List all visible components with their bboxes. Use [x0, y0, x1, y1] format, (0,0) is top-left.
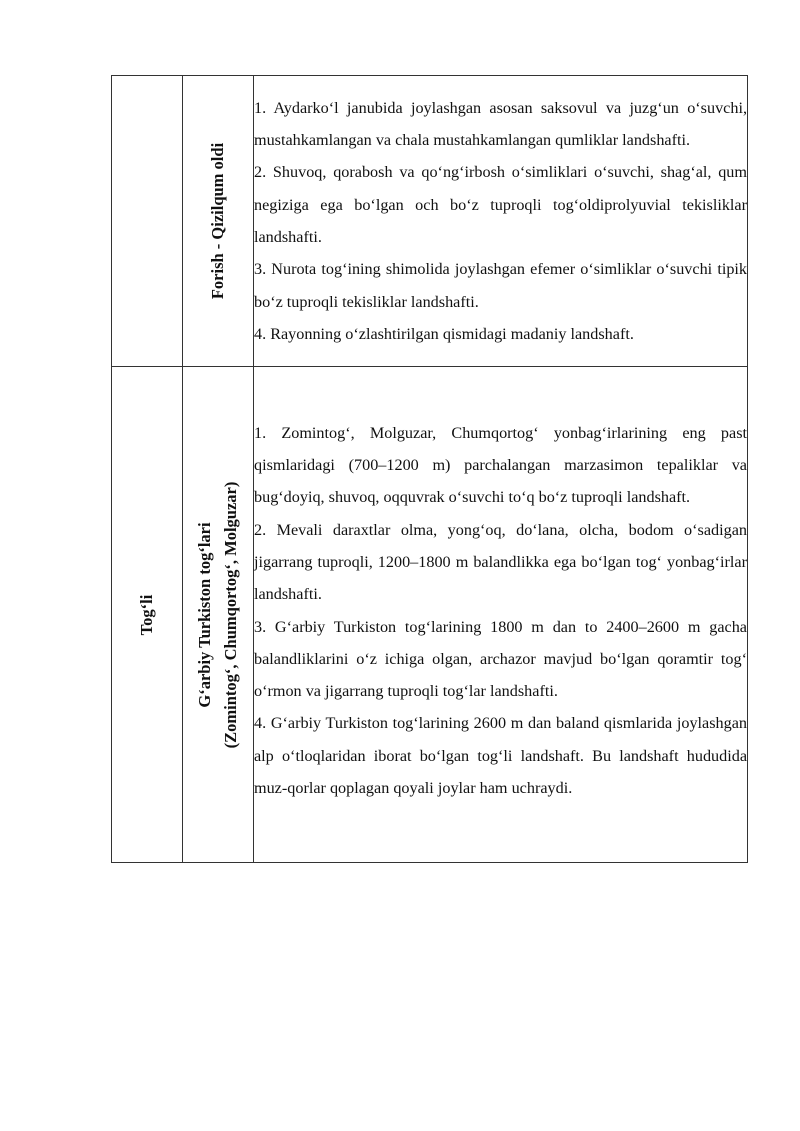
- landscape-item: 4. G‘arbiy Turkiston tog‘larining 2600 m dan baland qismlarida joylashgan alp o‘tloqlaridan iborat bo‘lgan tog‘li landshaft. Bu landshaft hududida muz-qorlar qoplagan qoyali joylar ham uchraydi.: [254, 714, 747, 797]
- subregion-label: [205, 143, 231, 299]
- landscape-item: 2. Shuvoq, qorabosh va qo‘ng‘irbosh o‘simliklari o‘suvchi, shag‘al, qum negiziga ega bo‘lgan och bo‘z tuproqli tog‘oldiprolyuvial tekisliklar landshafti.: [254, 163, 747, 246]
- region-cell: [112, 367, 183, 863]
- landscape-table: [111, 75, 748, 863]
- subregion-cell: [183, 367, 254, 863]
- landscape-item: 1. Zomintog‘, Molguzar, Chumqortog‘ yonbag‘irlarining eng past qismlaridagi (700–1200 m) parchalangan marzasimon tepaliklar va bug‘doyiq, shuvoq, oqquvrak o‘suvchi to‘q bo‘z tuproqli landshaft.: [254, 423, 747, 507]
- landscape-description-cell: [254, 367, 748, 863]
- landscape-item: 3. G‘arbiy Turkiston tog‘larining 1800 m dan to 2400–2600 m gacha balandliklarini o‘z ichiga olgan, archazor mavjud bo‘lgan qoramtir tog‘ o‘rmon va jigarrang tuproqli tog‘lar landshafti.: [254, 617, 747, 701]
- landscape-item: 4. Rayonning o‘zlashtirilgan qismidagi madaniy landshaft.: [254, 324, 634, 343]
- subregion-label-line: (Zomintog‘, Chumqortog‘, Molguzar): [221, 481, 240, 748]
- region-label: [134, 594, 160, 635]
- landscape-item: 3. Nurota tog‘ining shimolida joylashgan efemer o‘simliklar o‘suvchi tipik bo‘z tuproqli tekisliklar landshafti.: [254, 260, 747, 311]
- table-row: [112, 76, 748, 367]
- table-row: [112, 367, 748, 863]
- subregion-label: [192, 481, 244, 748]
- landscape-item: 1. Aydarko‘l janubida joylashgan asosan saksovul va juzg‘un o‘suvchi, mustahkamlangan va chala mustahkamlangan qumliklar landshafti.: [254, 98, 747, 150]
- region-label-line: Tog‘li: [137, 594, 156, 635]
- subregion-label-line: Forish - Qizilqum oldi: [208, 142, 227, 300]
- landscape-item: 2. Mevali daraxtlar olma, yong‘oq, do‘lana, olcha, bodom o‘sadigan jigarrang tuproqli, 1200–1800 m balandlikka ega bo‘lgan tog‘ yonbag‘irlar landshafti.: [254, 520, 747, 604]
- landscape-description-cell: [254, 76, 748, 367]
- region-cell: [112, 76, 183, 367]
- subregion-label-line: G‘arbiy Turkiston tog‘lari: [195, 521, 214, 708]
- subregion-cell: [183, 76, 254, 367]
